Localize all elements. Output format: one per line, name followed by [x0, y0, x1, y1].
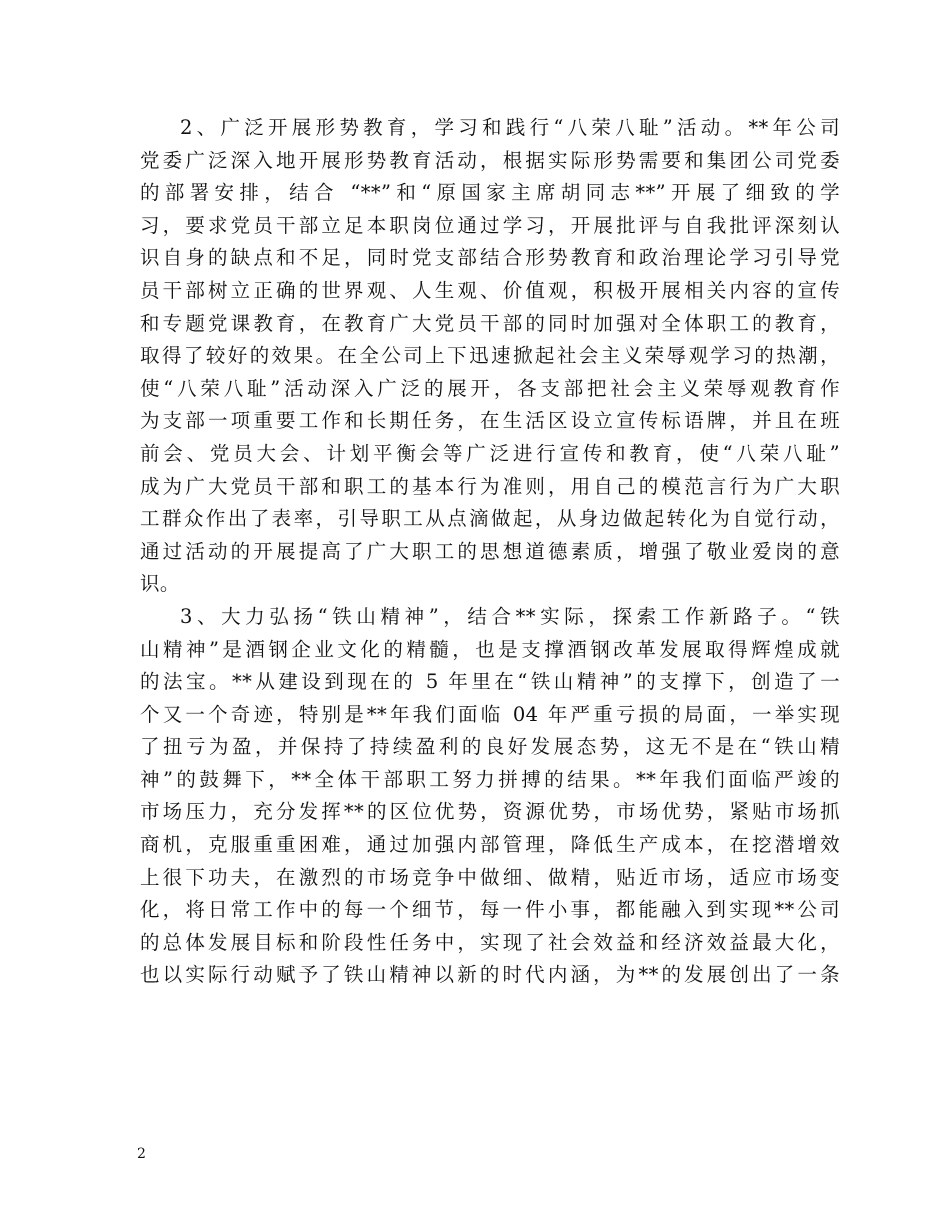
text-line: 3、大力弘扬“铁山精神”，结合**实际，探索工作新路子。“铁	[180, 604, 840, 628]
text-line: 识。	[140, 572, 180, 596]
text-line: 的总体发展目标和阶段性任务中，实现了社会效益和经济效益最大化，	[140, 930, 840, 954]
text-line: 市场压力，充分发挥**的区位优势，资源优势，市场优势，紧贴市场抓	[140, 800, 840, 824]
text-line: 的法宝。**从建设到现在的 5 年里在“铁山精神”的支撑下，创造了一	[140, 670, 840, 694]
text-line: 上很下功夫，在激烈的市场竞争中做细、做精，贴近市场，适应市场变	[140, 865, 840, 889]
text-line: 个又一个奇迹，特别是**年我们面临 04 年严重亏损的局面，一举实现	[140, 702, 840, 726]
text-line: 了扭亏为盈，并保持了持续盈利的良好发展态势，这无不是在“铁山精	[140, 735, 840, 759]
text-line: 神”的鼓舞下，**全体干部职工努力拼搏的结果。**年我们面临严竣的	[140, 767, 840, 791]
text-line: 为支部一项重要工作和长期任务，在生活区设立宣传标语牌，并且在班	[140, 409, 840, 433]
text-line: 取得了较好的效果。在全公司上下迅速掀起社会主义荣辱观学习的热潮，	[140, 344, 840, 368]
text-line: 也以实际行动赋予了铁山精神以新的时代内涵，为**的发展创出了一条	[140, 963, 840, 987]
page-number: 2	[137, 1146, 146, 1162]
text-line: 通过活动的开展提高了广大职工的思想道德素质，增强了敬业爱岗的意	[140, 539, 840, 563]
text-line: 习，要求党员干部立足本职岗位通过学习，开展批评与自我批评深刻认	[140, 213, 840, 237]
text-line: 和专题党课教育，在教育广大党员干部的同时加强对全体职工的教育，	[140, 311, 840, 335]
text-line: 的部署安排，结合 “**”和“原国家主席胡同志**”开展了细致的学	[140, 181, 840, 205]
text-line: 党委广泛深入地开展形势教育活动，根据实际形势需要和集团公司党委	[140, 148, 840, 172]
body-text	[140, 112, 840, 992]
text-line: 识自身的缺点和不足，同时党支部结合形势教育和政治理论学习引导党	[140, 246, 840, 270]
text-line: 山精神”是酒钢企业文化的精髓，也是支撑酒钢改革发展取得辉煌成就	[140, 637, 840, 661]
paragraph-1	[140, 112, 840, 601]
text-line: 员干部树立正确的世界观、人生观、价值观，积极开展相关内容的宣传	[140, 278, 840, 302]
text-line: 化，将日常工作中的每一个细节，每一件小事，都能融入到实现**公司	[140, 898, 840, 922]
text-line: 成为广大党员干部和职工的基本行为准则，用自己的模范言行为广大职	[140, 474, 840, 498]
text-line: 使“八荣八耻”活动深入广泛的展开，各支部把社会主义荣辱观教育作	[140, 376, 840, 400]
text-line: 2、广泛开展形势教育，学习和践行“八荣八耻”活动。**年公司	[180, 116, 840, 139]
text-line: 前会、党员大会、计划平衡会等广泛进行宣传和教育，使“八荣八耻”	[140, 441, 840, 465]
text-line: 商机，克服重重困难，通过加强内部管理，降低生产成本，在挖潜增效	[140, 833, 840, 857]
paragraph-2	[140, 601, 840, 992]
text-line: 工群众作出了表率，引导职工从点滴做起，从身边做起转化为自觉行动，	[140, 507, 840, 531]
